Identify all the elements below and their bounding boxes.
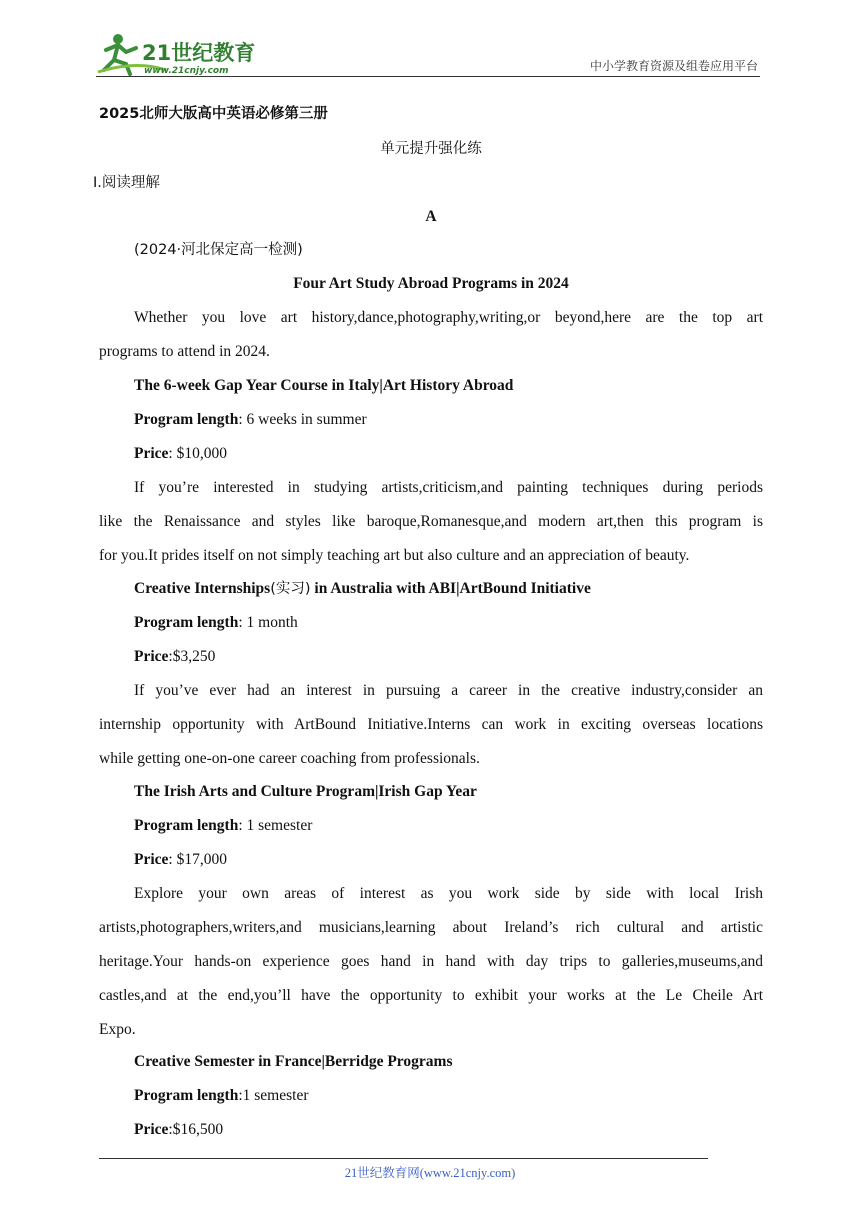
logo: [96, 30, 266, 76]
program-2-length: Program length: 1 month: [134, 614, 298, 631]
passage-title: Four Art Study Abroad Programs in 2024: [293, 275, 569, 292]
section-heading: Ⅰ.阅读理解: [93, 175, 160, 191]
intro-line-2: programs to attend in 2024.: [99, 343, 270, 360]
footer-link[interactable]: 21世纪教育网(www.21cnjy.com): [344, 1166, 516, 1180]
program-1-name: The 6-week Gap Year Course in Italy|Art History Abroad: [134, 377, 514, 394]
runner-logo-icon: [96, 30, 266, 76]
header-divider: [96, 76, 760, 77]
program-3-price: Price: $17,000: [134, 851, 227, 868]
doc-subtitle: 单元提升强化练: [380, 141, 482, 157]
program-1-desc-2: like the Renaissance and styles like baroque,Romanesque,and modern art,then this program is: [99, 513, 763, 530]
svg-text:www.21cnjy.com: www.21cnjy.com: [144, 66, 229, 76]
program-2-desc-2: internship opportunity with ArtBound Initiative.Interns can work in exciting overseas locations: [99, 716, 763, 733]
program-1-desc-1: If you’re interested in studying artists,criticism,and painting techniques during periods: [134, 479, 763, 496]
program-1-desc-3: for you.It prides itself on not simply teaching art but also culture and an appreciation of beauty.: [99, 547, 690, 564]
program-2-desc-3: while getting one-on-one career coaching from professionals.: [99, 750, 480, 767]
program-3-name: The Irish Arts and Culture Program|Irish Gap Year: [134, 783, 477, 800]
program-2-price: Price:$3,250: [134, 648, 216, 665]
program-3-desc-4: castles,and at the end,you’ll have the opportunity to exhibit your works at the Le Cheile Art: [99, 987, 763, 1004]
program-4-length: Program length:1 semester: [134, 1087, 309, 1104]
program-3-desc-1: Explore your own areas of interest as you work side by side with local Irish: [134, 885, 763, 902]
program-2-desc-1: If you’ve ever had an interest in pursuing a career in the creative industry,consider an: [134, 682, 763, 699]
source-note: (2024·河北保定高一检测): [134, 242, 303, 258]
page-header: [96, 30, 760, 78]
program-3-length: Program length: 1 semester: [134, 817, 313, 834]
program-1-length: Program length: 6 weeks in summer: [134, 411, 367, 428]
svg-text:21世纪教育: 21世纪教育: [142, 41, 256, 65]
program-1-price: Price: $10,000: [134, 445, 227, 462]
platform-name: 中小学教育资源及组卷应用平台: [589, 59, 758, 73]
program-3-desc-5: Expo.: [99, 1021, 136, 1038]
program-4-price: Price:$16,500: [134, 1121, 224, 1138]
part-label: A: [425, 208, 437, 225]
program-2-name: Creative Internships(实习) in Australia with ABI|ArtBound Initiative: [134, 580, 591, 597]
doc-title: 2025北师大版高中英语必修第三册: [99, 106, 328, 122]
intro-line-1: Whether you love art history,dance,photography,writing,or beyond,here are the top art: [134, 309, 763, 326]
footer-divider: [99, 1158, 708, 1159]
program-3-desc-3: heritage.Your hands-on experience goes hand in hand with day trips to galleries,museums,and: [99, 953, 763, 970]
program-3-desc-2: artists,photographers,writers,and musicians,learning about Ireland’s rich cultural and artistic: [99, 919, 763, 936]
program-4-name: Creative Semester in France|Berridge Programs: [134, 1053, 453, 1070]
